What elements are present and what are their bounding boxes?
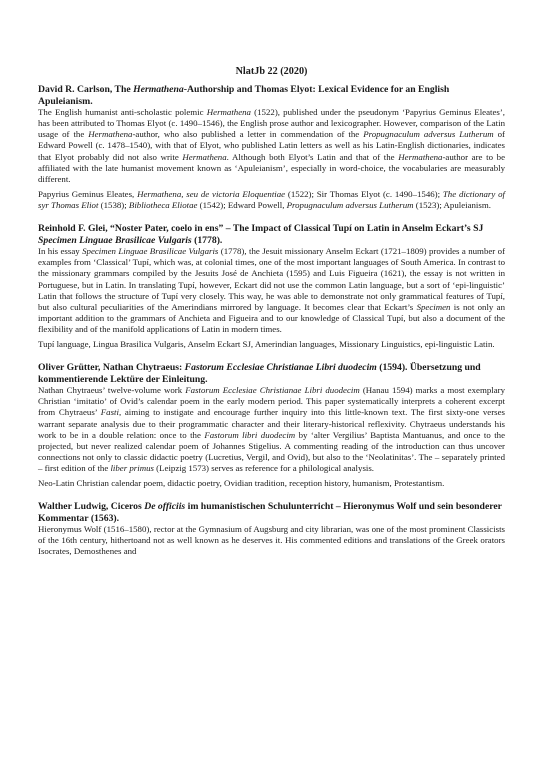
abstract-part: Hermathena <box>206 107 251 118</box>
abstract-entry <box>38 501 505 557</box>
title-part: . <box>116 512 120 524</box>
abstract-part: of Edward Powell (c. 1478–1540), with that of Elyot, who published Latin letters as well as his Latin-English dictionaries, indicates that Elyot probably did not also write <box>38 129 505 162</box>
abstract-part: Hermathena <box>398 151 443 162</box>
abstract-part: (Hanau 1594) marks a most exemplary Christian ‘imitatio’ of Ovid’s calendar poem in the early modern period. This paper systematically interprets a coherent excerpt from Chytraeus’ <box>38 385 506 418</box>
keyword-part: Neo-Latin Christian calendar poem, didactic poetry, Ovidian tradition, reception history, humanism, Protestantism. <box>38 478 445 488</box>
abstract-text <box>38 107 505 185</box>
keyword-part: (1538); <box>98 199 129 210</box>
keyword-part: Tupí language, Lingua Brasilica Vulgaris, Anselm Eckart SJ, Amerindian languages, Missionary Linguistics, epi-linguistic Latin. <box>38 338 495 349</box>
abstract-part: Specimen Linguae Brasilicae Vulgaris <box>82 246 219 257</box>
entry-title <box>38 501 505 524</box>
abstract-part: Fastorum Ecclesiae Christianae Libri duodecim <box>185 385 360 396</box>
abstract-text <box>38 246 505 335</box>
abstract-part: . Although both Elyot’s Latin and that of the <box>226 151 399 162</box>
abstract-entry <box>38 362 505 489</box>
abstract-part: (Leipzig 1573) serves as reference for a philological analysis. <box>153 462 374 473</box>
abstract-part: Propugnaculum adversus Lutherum <box>363 129 494 140</box>
abstract-part: Specimen <box>416 301 451 312</box>
title-part: im humanistischen Schulunterricht – Hieronymus Wolf und sein besonderer Kommentar (1563) <box>38 501 502 524</box>
document-page <box>38 66 505 570</box>
abstract-entry <box>38 223 505 350</box>
abstract-part: (1522), published under the pseudonym ‘Papyrius Geminus Eleates’, has been attributed to Thomas Elyot (c. 1490–1546), the English prose author and lexicographer. However, comparison of the Latin usage of the <box>38 107 505 140</box>
keyword-part: (1523); Apuleianism. <box>413 199 491 210</box>
abstract-part: Hieronymus Wolf (1516–1580), rector at the Gymnasium of Augsburg and city librarian, was one of the most prominent Classicists of the 16th century, hithertoand not as well known as he deserves it. His commented editions and translations of the Greek orators Isocrates, Demosthenes and <box>38 524 505 557</box>
keyword-part: The dictionary of syr Thomas Eliot <box>38 188 505 210</box>
keywords-text <box>38 339 505 350</box>
abstract-part: Fastorum libri duodecim <box>204 429 296 440</box>
abstract-part: Fasti <box>100 407 119 418</box>
abstract-part: Nathan Chytraeus’ twelve-volume work <box>38 385 186 396</box>
abstract-entry <box>38 84 505 211</box>
abstract-part: The English humanist anti-scholastic polemic <box>38 107 207 118</box>
entry-title <box>38 223 505 246</box>
title-part: . <box>205 373 208 385</box>
abstract-part: , aiming to instigate and encourage further inquiry into this little-known text. The first sixty-one verses warrant separate analysis due to their programmatic character and their literary-historical reflexivity. Chytraeus understands his work to be in a double relation: once to the <box>38 407 505 440</box>
keyword-part: Hermathena, seu de victoria Eloquentiae <box>137 188 286 199</box>
abstract-part: is not only an important addition to the grammars of Anchieta and Figueira and to our knowledge of Classical Tupí, but also a document of the flexibility and of the manifold applications of Latin in modern times. <box>38 301 505 334</box>
keywords-text <box>38 189 505 211</box>
abstract-part: -author are to be affiliated with the late humanist movement known as ‘Apuleianism’, especially in word-choice, the vocabularies are measurably different. <box>38 151 505 184</box>
abstract-part: Hermathena <box>88 129 133 140</box>
title-part: Hermathena <box>133 84 184 95</box>
abstract-part: -author, who also published a letter in commendation of the <box>132 129 364 140</box>
keyword-part: Bibliotheca Eliotae <box>128 199 198 210</box>
entry-title <box>38 84 505 107</box>
title-part: (1778). <box>191 234 223 246</box>
abstract-part: by ‘alter Vergilius’ Baptista Mantuanus, and once to the projected, but never realized calendar poem of Johannes Stigelius. A commenting reading of the introduction can thus uncover connections not only to classic didactic poetry (Lucretius, Vergil, and Ovid), but also to the ‘Neolatinitas’. The – separately printed – first edition of the <box>38 429 506 473</box>
title-part: Fastorum Ecclesiae Christianae Libri duodecim <box>184 362 377 374</box>
title-part: De officiis <box>144 501 186 513</box>
abstract-part: liber primus <box>110 462 154 473</box>
keyword-part: (1542); Edward Powell, <box>197 199 287 210</box>
title-part: -Authorship and Thomas Elyot: Lexical Evidence for an English Apuleianism <box>38 84 450 107</box>
abstract-text <box>38 524 505 557</box>
title-part: . <box>90 95 93 107</box>
title-part: Specimen Linguae Brasilicae Vulgaris <box>38 234 192 246</box>
title-part: Walther Ludwig, Ciceros <box>38 501 145 513</box>
keywords-text <box>38 478 505 489</box>
entry-title <box>38 362 505 385</box>
abstract-part: Hermathena <box>182 151 227 162</box>
abstract-part: (1778), the Jesuit missionary Anselm Eckart (1721–1809) provides a number of examples from ‘Classical’ Tupí, which was, at colonial times, one of the most important languages of South America. In contrast to the missionary grammars compiled by the Jesuits José de Anchieta (1595) and Luis Figueira (1621), the essay is not written in Portuguese, but in Latin. In translating Tupí, however, Eckart did not use the common Latin language, but a sort of ‘epi-linguistic’ Latin that follows the structure of Tupí very closely. This way, he was able to demonstrate not only grammatical features of Tupí, but also cultural peculiarities of the Amerindians mirrored by language. It becomes clear that Eckart’s <box>38 246 506 312</box>
running-header: NlatJb 22 (2020) <box>235 66 308 77</box>
keyword-part: Propugnaculum adversus Lutherum <box>286 199 414 210</box>
title-part: David R. Carlson, The <box>38 84 134 95</box>
abstract-part: In his essay <box>38 246 83 257</box>
title-part: Reinhold F. Glei, “Noster Pater, coelo in ens” – The Impact of Classical Tupí on Latin in Anselm Eckart’s SJ <box>38 223 484 235</box>
keyword-part: Papyrius Geminus Eleates, <box>38 188 138 199</box>
abstract-text <box>38 385 505 474</box>
title-part: (1594). Übersetzung und kommentierende Lektüre der Einleitung <box>38 362 481 385</box>
title-part: Oliver Grütter, Nathan Chytraeus: <box>38 362 185 374</box>
keyword-part: (1522); Sir Thomas Elyot (c. 1490–1546); <box>285 188 443 199</box>
